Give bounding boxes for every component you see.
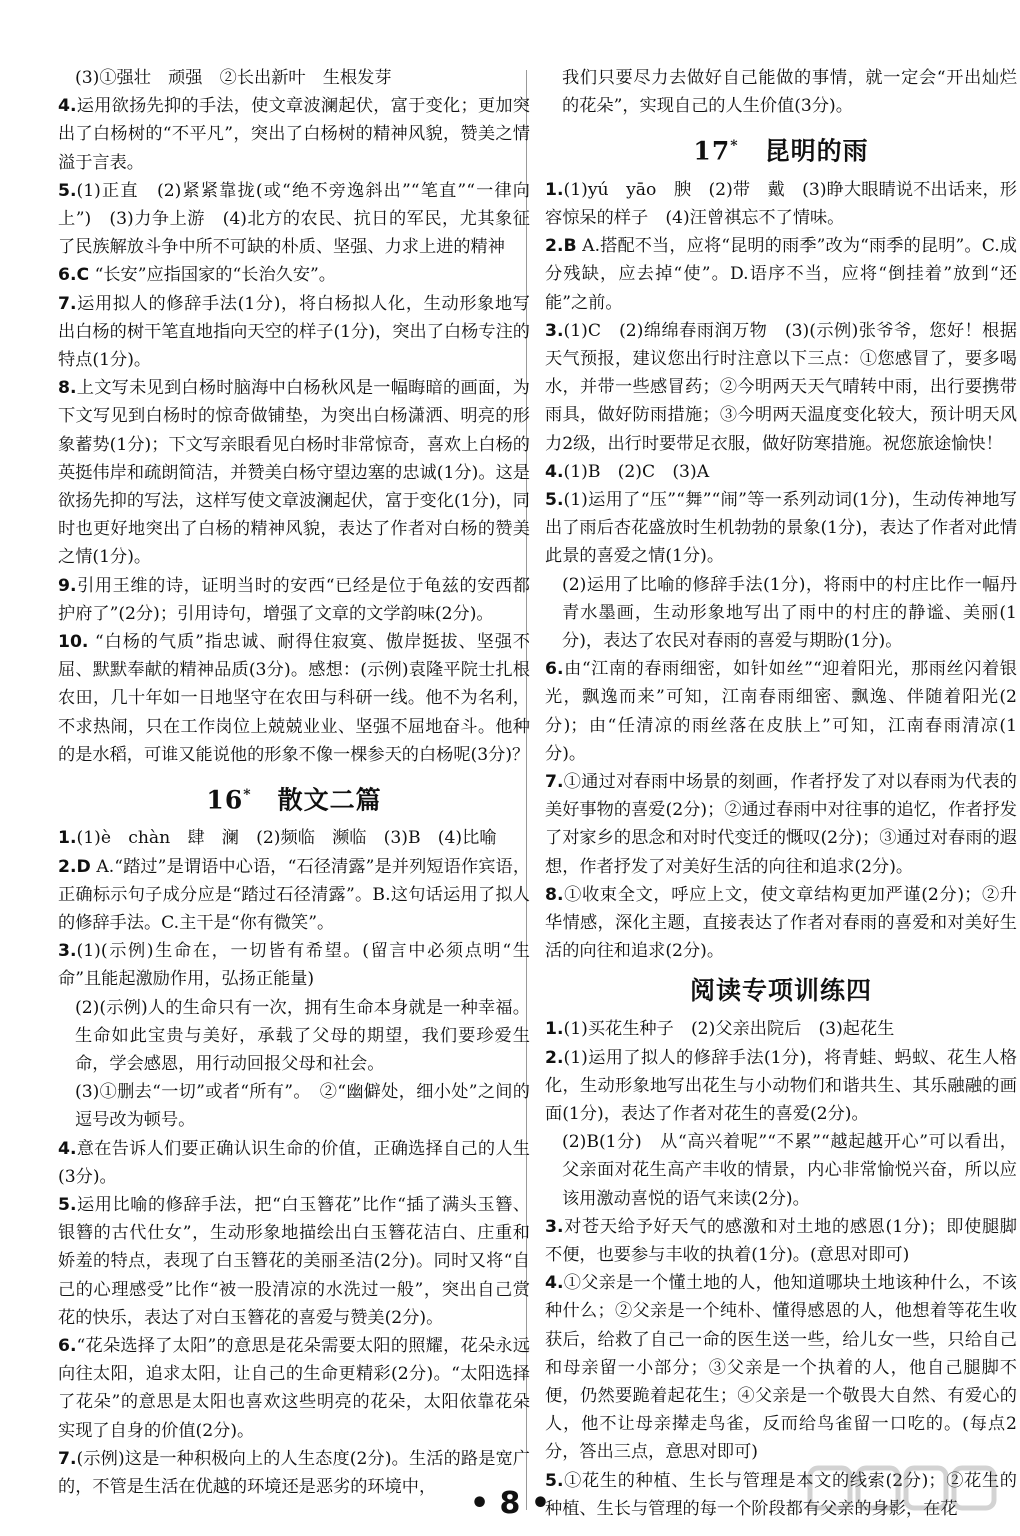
item-text: 由“江南的春雨细密，如针如丝”“迎着阳光，那雨丝闪着银光，飘逸而来”可知，江南春雨细密、飘逸、伴随着阳光(2分)；由“任清凉的雨丝落在皮肤上”可知，江南春雨清凉(1分)。	[545, 659, 1017, 764]
item-text: ①父亲是一个懂土地的人，他知道哪块土地该种什么，不该种什么；②父亲是一个纯朴、懂得感恩的人，他想着等花生收获后，给救了自己一命的医生送一些，给儿女一些，只给自己和母亲留一小部分；③父亲是一个执着的人，他自己腿脚不便，仍然要跪着起花生；④父亲是一个敬畏大自然、有爱心的人，他不让母亲撵走鸟雀，反而给鸟雀留一口吃的。(每点2分，答出三点，意思对即可)	[545, 1273, 1017, 1463]
item-number: 5.	[58, 1195, 77, 1216]
right-column	[545, 64, 1017, 1523]
answer-item	[545, 571, 1017, 656]
section-title: 散文二篇	[277, 785, 382, 815]
item-text: (1)运用了“压”“舞”“闹”等一系列动词(1分)，生动传神地写出了雨后杏花盛放时生机勃勃的景象(1分)，表达了作者对此情此景的喜爱之情(1分)。	[545, 489, 1017, 567]
page-number: • 8 •	[469, 1486, 551, 1521]
item-text: (2)B(1分) 从“高兴着呢”“不累”“越起越开心”可以看出，父亲面对花生高产丰收的情景，内心非常愉悦兴奋，所以应该用激动喜悦的语气来读(2分)。	[562, 1132, 1017, 1209]
item-number: 5.	[545, 1470, 564, 1491]
item-number: 7.	[58, 1448, 77, 1469]
watermark-logo-icon	[806, 1460, 1006, 1530]
answer-item	[545, 486, 1017, 571]
answer-item	[58, 64, 530, 92]
item-text: “白杨的气质”指忠诚、耐得住寂寞、傲岸挺拔、坚强不屈、默默奉献的精神品质(3分)。感想：(示例)袁隆平院士扎根农田，几十年如一日地坚守在农田与科研一线。他不为名利，不求热闹，只在工作岗位上兢兢业业、坚强不屈地奋斗。他种的是水稻，可谁又能说他的形象不像一棵参天的白杨呢(3分)？	[58, 632, 531, 765]
answer-item	[58, 994, 530, 1079]
item-text: 运用欲扬先抑的手法，使文章波澜起伏，富于变化；更加突出了白杨树的“不平凡”，突出了白杨树的精神风貌，赞美之情溢于言表。	[58, 96, 530, 173]
item-number: 1.	[545, 1019, 564, 1040]
item-text: 上文写未见到白杨时脑海中白杨秋风是一幅晦暗的画面，为下文写见到白杨时的惊奇做铺垫，为突出白杨潇洒、明亮的形象蓄势(1分)；下文写亲眼看见白杨时非常惊奇，喜欢上白杨的英挺伟岸和疏朗简洁，并赞美白杨守望边塞的忠诚(1分)。这是欲扬先抑的写法，这样写使文章波澜起伏，富于变化(1分)，同时也更好地突出了白杨的精神风貌，表达了作者对白杨的赞美之情(1分)。	[58, 378, 530, 568]
answer-item	[545, 232, 1017, 317]
item-text: 对苍天给予好天气的感激和对土地的感恩(1分)；即使腿脚不便，也要参与丰收的执着(1分)。(意思对即可)	[545, 1216, 1017, 1266]
item-number: 3.	[58, 941, 77, 962]
answer-item	[545, 458, 1017, 486]
item-text: (1)(示例)生命在，一切皆有希望。(留言中必须点明“生命”且能起激励作用，弘扬正能量)	[58, 941, 530, 990]
item-text: ①收束全文，呼应上文，使文章结构更加严谨(2分)；②升华情感，深化主题，直接表达了作者对春雨的喜爱和对美好生活的向往和追求(2分)。	[545, 884, 1017, 962]
item-number: 4.	[58, 1138, 77, 1159]
item-number: 7.	[58, 293, 77, 314]
item-number: 9.	[58, 575, 77, 596]
answer-item	[545, 317, 1017, 458]
item-text: (3)①强壮 顽强 ②长出新叶 生根发芽	[75, 68, 392, 88]
item-number: 5.	[58, 180, 77, 201]
answer-item	[545, 1044, 1017, 1129]
item-number: 6.	[58, 1336, 77, 1357]
item-number: 8.	[545, 884, 564, 905]
item-number: 10.	[58, 632, 89, 653]
section-title: 昆明的雨	[764, 136, 869, 166]
item-text: A.搭配不当，应将“昆明的雨季”改为“雨季的昆明”。C.成分残缺，应去掉“使”。D.语序不当，应将“倒挂着”放到“还能”之前。	[545, 236, 1017, 313]
item-text: (示例)这是一种积极向上的人生态度(2分)。生活的路是宽广的，不管是生活在优越的环境还是恶劣的环境中，	[58, 1448, 530, 1498]
item-text: (2)运用了比喻的修辞手法(1分)，将雨中的村庄比作一幅丹青水墨画，生动形象地写出了雨中的村庄的静谧、美丽(1分)，表达了农民对春雨的喜爱与期盼(1分)。	[562, 574, 1017, 651]
section-title: 阅读专项训练四	[689, 976, 872, 1006]
answer-item	[58, 937, 530, 993]
answer-item	[58, 1078, 530, 1134]
item-text: “花朵选择了太阳”的意思是花朵需要太阳的照耀，花朵永远向往太阳，追求太阳，让自己的生命更精彩(2分)。“太阳选择了花朵”的意思是太阳也喜欢这些明亮的花朵，太阳依靠花朵实现了自身的价值(2分)。	[58, 1336, 530, 1441]
answer-item	[545, 768, 1017, 881]
section-number: 17	[693, 136, 731, 166]
item-text: 意在告诉人们要正确认识生命的价值，正确选择自己的人生(3分)。	[58, 1138, 530, 1187]
item-text: 运用比喻的修辞手法，把“白玉簪花”比作“插了满头玉簪、银簪的古代仕女”，生动形象地描绘出白玉簪花洁白、庄重和娇羞的特点，表现了白玉簪花的美丽圣洁(2分)。同时又将“自己的心理感受”比作“被一股清凉的水洗过一般”，突出自己赏花的快乐，表达了对白玉簪花的喜爱与赞美(2分)。	[58, 1195, 530, 1328]
answer-item	[58, 824, 530, 852]
section-heading	[545, 973, 1017, 1009]
item-number: 4.	[545, 1273, 564, 1294]
item-text: (1)C (2)绵绵春雨润万物 (3)(示例)张爷爷，您好！根据天气预报，建议您出行时注意以下三点：①您感冒了，要多喝水，并带一些感冒药；②今明两天天气晴转中雨，出行要携带雨具，做好防雨措施；③今明两天温度变化较大，预计明天风力2级，出行时要带足衣服，做好防寒措施。祝您旅途愉快！	[545, 320, 1017, 454]
item-text: (1)yú yāo 腴 (2)带 戴 (3)睁大眼睛说不出话来，形容惊呆的样子 (4)汪曾祺忘不了情味。	[545, 179, 1017, 228]
section-heading	[58, 777, 530, 818]
item-text: ①通过对春雨中场景的刻画，作者抒发了对以春雨为代表的美好事物的喜爱(2分)；②通过春雨中对往事的追忆，作者抒发了对家乡的思念和对时代变迁的慨叹(2分)；③通过对春雨的遐想，作者抒发了对美好生活的向往和追求(2分)。	[545, 772, 1017, 877]
item-number: 8.	[58, 378, 77, 399]
star-mark-icon: *	[730, 138, 739, 155]
answer-item	[545, 64, 1017, 120]
answer-item	[58, 92, 530, 177]
item-number: 7.	[545, 772, 564, 792]
item-number: 3.	[545, 320, 564, 341]
item-text: (1)买花生种子 (2)父亲出院后 (3)起花生	[563, 1019, 895, 1040]
item-text: ①花生的种植、生长与管理是本文的线索(2分)；②花生的种植、生长与管理的每一个阶段都有父亲的身影，在花	[545, 1470, 1017, 1519]
item-text: A.“踏过”是谓语中心语，“石径清露”是并列短语作宾语，正确标示句子成分应是“踏过石径清露”。B.这句话运用了拟人的修辞手法。C.主干是“你有微笑”。	[58, 856, 531, 934]
answer-item	[58, 628, 530, 769]
answer-item	[545, 881, 1017, 966]
item-text: (2)(示例)人的生命只有一次，拥有生命本身就是一种幸福。生命如此宝贵与美好，承载了父母的期望，我们要珍爱生命，学会感恩，用行动回报父母和社会。	[75, 997, 530, 1075]
section-heading	[545, 128, 1017, 169]
star-mark-icon: *	[243, 787, 252, 804]
item-text: (3)①删去“一切”或者“所有”。 ②“幽僻处，细小处”之间的逗号改为顿号。	[75, 1082, 530, 1131]
item-text: 我们只要尽力去做好自己能做的事情，就一定会“开出灿烂的花朵”，实现自己的人生价值(3分)。	[562, 68, 1017, 117]
item-number: 6.C	[58, 265, 90, 286]
item-number: 1.	[58, 828, 77, 849]
answer-item	[58, 1135, 530, 1191]
answer-item	[545, 1269, 1017, 1466]
answer-item	[58, 572, 530, 628]
item-number: 2.	[545, 1047, 564, 1068]
item-text: “长安”应指国家的“长治久安”。	[94, 265, 336, 286]
answer-item	[58, 177, 530, 262]
item-text: (1)运用了拟人的修辞手法(1分)，将青蛙、蚂蚁、花生人格化，生动形象地写出花生与小动物们和谐共生、其乐融融的画面(1分)，表达了作者对花生的喜爱(2分)。	[545, 1047, 1017, 1125]
answer-item	[58, 261, 530, 289]
item-text: 运用拟人的修辞手法(1分)，将白杨拟人化，生动形象地写出白杨的树干笔直地指向天空的样子(1分)，突出了白杨专注的特点(1分)。	[58, 293, 530, 371]
answer-item	[545, 655, 1017, 768]
item-text: (1)正直 (2)紧紧靠拢(或“绝不旁逸斜出”“笔直”“一律向上”) (3)力争上游 (4)北方的农民、抗日的军民，尤其象征了民族解放斗争中所不可缺的朴质、坚强、力求上进的精神	[58, 180, 530, 258]
item-number: 5.	[545, 489, 564, 510]
item-number: 2.B	[545, 236, 577, 257]
answer-item	[58, 374, 530, 571]
item-text: 引用王维的诗，证明当时的安西“已经是位于龟兹的安西都护府了”(2分)；引用诗句，增强了文章的文学韵味(2分)。	[58, 575, 530, 624]
answer-item	[58, 853, 530, 938]
item-number: 1.	[545, 179, 564, 200]
item-number: 3.	[545, 1216, 564, 1237]
answer-item	[58, 1332, 530, 1445]
left-column	[58, 64, 530, 1501]
item-text: (1)B (2)C (3)A	[563, 461, 710, 482]
answer-item	[545, 1213, 1017, 1269]
answer-item	[58, 1191, 530, 1332]
answer-item	[58, 290, 530, 375]
item-number: 4.	[58, 96, 77, 117]
item-text: (1)è chàn 肆 澜 (2)频临 濒临 (3)B (4)比喻	[76, 828, 497, 849]
item-number: 6.	[545, 659, 564, 680]
answer-item	[545, 1128, 1017, 1213]
section-number: 16	[206, 785, 244, 815]
answer-item	[545, 176, 1017, 232]
item-number: 2.D	[58, 856, 91, 877]
answer-item	[545, 1015, 1017, 1043]
item-number: 4.	[545, 461, 564, 482]
